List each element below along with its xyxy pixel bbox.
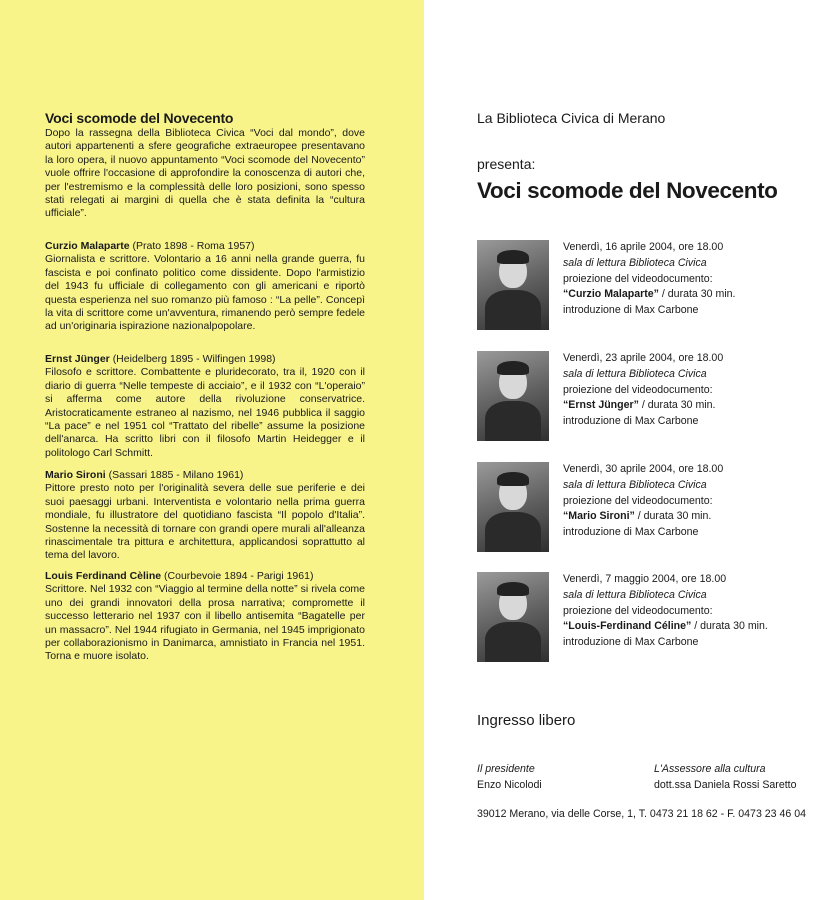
event-details xyxy=(563,240,736,319)
event-duration: / durata 30 min. xyxy=(658,288,736,301)
bio-junger xyxy=(45,353,365,460)
event-projection: proiezione del videodocumento: xyxy=(563,383,713,396)
event-film: “Mario Sironi” xyxy=(563,510,635,523)
bio-sironi xyxy=(45,469,365,563)
event-duration: / durata 30 min. xyxy=(638,399,716,412)
event-3 xyxy=(477,462,817,554)
bio-name: Curzio Malaparte xyxy=(45,240,130,252)
event-duration: / durata 30 min. xyxy=(691,620,768,633)
event-date: Venerdì, 7 maggio 2004, ore 18.00 xyxy=(563,573,727,585)
bio-text: Pittore presto noto per l'originalità severa delle sue periferie e dei suoi paesaggi urbani. Interventista e volontario nella prima guerra mondiale, fu illustratore del quotidiano fascista “Il popolo d'Italia”. Sostenne la necessità di tornare con grandi opere murali all'alleanza rinascimentale tra pittura e architettura, applicandosi soprattutto al tema del lavoro. xyxy=(45,482,365,562)
bio-text: Scrittore. Nel 1932 con “Viaggio al termine della notte” si rivela come uno dei grandi innovatori della prosa narrativa; compromette il successo letterario nel 1937 con il libello antisemita “Bagatelle per un massacro”. Nel 1944 rifugiato in Germania, nel 1945 imprigionato per collaborazionismo in Danimarca, amnistiato in Francia nel 1951. Torna e muore isolato. xyxy=(45,583,365,663)
event-details xyxy=(563,462,723,541)
portrait-photo xyxy=(477,351,549,441)
bio-malaparte xyxy=(45,240,365,334)
bio-text: Giornalista e scrittore. Volontario a 16 anni nella grande guerra, fu fascista e poi confinato politico come dissidente. Dopo l'armistizio del 1943 fu ufficiale di collegamento con gli americani e riportò questa esperienza nel suo romanzo più famoso : “La pelle”. Concepì la vita di scrittore come un'avventura, rimanendo però sempre fedele ad un'originaria ispirazione nazionalpopolare. xyxy=(45,253,365,333)
event-venue: sala di lettura Biblioteca Civica xyxy=(563,367,707,380)
portrait-photo xyxy=(477,572,549,662)
event-1 xyxy=(477,240,817,332)
admission-note: Ingresso libero xyxy=(477,712,576,729)
address-line: 39012 Merano, via delle Corse, 1, T. 0473 21 18 62 - F. 0473 23 46 04 xyxy=(477,808,807,820)
event-details xyxy=(563,572,768,651)
event-details xyxy=(563,351,723,430)
event-venue: sala di lettura Biblioteca Civica xyxy=(563,588,707,601)
event-film: “Curzio Malaparte” xyxy=(563,288,659,301)
organizer: La Biblioteca Civica di Merano xyxy=(477,110,666,126)
event-2 xyxy=(477,351,817,443)
event-date: Venerdì, 16 aprile 2004, ore 18.00 xyxy=(563,241,724,253)
bio-name: Mario Sironi xyxy=(45,469,106,481)
bio-dates: (Courbevoie 1894 - Parigi 1961) xyxy=(164,570,314,582)
bio-dates: (Sassari 1885 - Milano 1961) xyxy=(108,469,244,481)
event-intro: introduzione di Max Carbone xyxy=(563,636,699,649)
bio-name: Ernst Jünger xyxy=(45,353,110,365)
event-projection: proiezione del videodocumento: xyxy=(563,494,713,507)
signature-president xyxy=(477,762,542,793)
signature-role: Il presidente xyxy=(477,763,535,775)
event-intro: introduzione di Max Carbone xyxy=(563,526,699,539)
signature-assessore xyxy=(654,762,797,793)
intro-text: Dopo la rassegna della Biblioteca Civica “Voci dal mondo”, dove autori appartenenti a sfere geografiche extraeuropee presentavano la loro opera, il nuovo appuntamento “Voci scomode del Novecento” vuole offrire l'occasione di approfondire la conoscenza di autori che, per l'estremismo e la complessità delle loro posizioni, sono spesso stati relegati ai margini di quella che è stata definita la “cultura ufficiale”. xyxy=(45,127,365,220)
event-series-title: Voci scomode del Novecento xyxy=(477,178,778,203)
event-film: “Louis-Ferdinand Céline” xyxy=(563,620,692,633)
intro-block xyxy=(45,110,365,221)
bio-name: Louis Ferdinand Cèline xyxy=(45,570,162,582)
intro-heading: Voci scomode del Novecento xyxy=(45,110,234,126)
signature-name: dott.ssa Daniela Rossi Saretto xyxy=(654,778,797,791)
portrait-photo xyxy=(477,462,549,552)
event-projection: proiezione del videodocumento: xyxy=(563,272,713,285)
portrait-photo xyxy=(477,240,549,330)
event-intro: introduzione di Max Carbone xyxy=(563,415,699,428)
bio-celine xyxy=(45,570,365,664)
event-intro: introduzione di Max Carbone xyxy=(563,304,699,317)
bio-dates: (Heidelberg 1895 - Wilfingen 1998) xyxy=(112,353,276,365)
event-date: Venerdì, 30 aprile 2004, ore 18.00 xyxy=(563,463,724,475)
event-film: “Ernst Jünger” xyxy=(563,399,639,412)
event-venue: sala di lettura Biblioteca Civica xyxy=(563,256,707,269)
event-venue: sala di lettura Biblioteca Civica xyxy=(563,478,707,491)
bio-dates: (Prato 1898 - Roma 1957) xyxy=(132,240,255,252)
event-4 xyxy=(477,572,817,664)
signature-role: L'Assessore alla cultura xyxy=(654,763,766,775)
event-duration: / durata 30 min. xyxy=(634,510,712,523)
presents-label: presenta: xyxy=(477,156,536,172)
event-projection: proiezione del videodocumento: xyxy=(563,604,713,617)
signature-name: Enzo Nicolodi xyxy=(477,778,542,791)
event-date: Venerdì, 23 aprile 2004, ore 18.00 xyxy=(563,352,724,364)
bio-text: Filosofo e scrittore. Combattente e pluridecorato, tra il, 1920 con il diario di guerra “Nelle tempeste di acciaio”, e il 1932 con “L'operaio” si afferma come autore della rivoluzione conservatrice. Aristocraticamente estraneo al nazismo, nel 1946 pubblica il saggio “La pace” e nel 1951 col “Trattato del ribelle” assume la posizione dell'anarca. Ha scritto libri con il filosofo Martin Heidegger e il politologo Carl Schmitt. xyxy=(45,366,365,459)
